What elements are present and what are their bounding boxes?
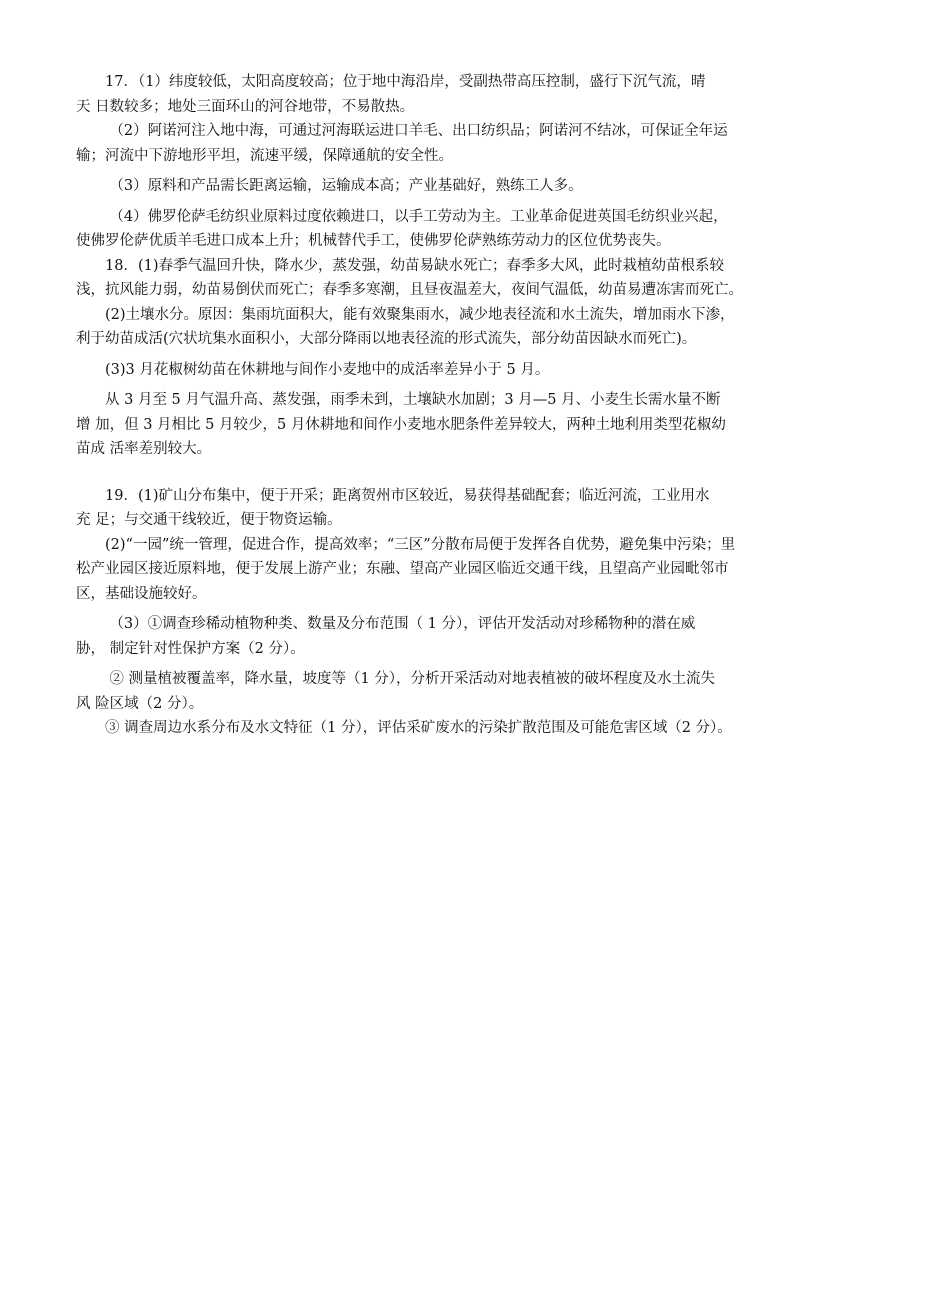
q18-part-3-explanation-line-2: 增 加，但 3 月相比 5 月较少，5 月休耕地和间作小麦地水肥条件差异较大，两种土地利用类型花椒幼 [76, 416, 726, 433]
q19-part-1 [76, 484, 876, 533]
question-19 [76, 484, 876, 741]
q17-part-1-line-1: 17．（1）纬度较低，太阳高度较高；位于地中海沿岸，受副热带高压控制，盛行下沉气流，晴 [105, 74, 706, 90]
q17-part-2 [76, 119, 876, 168]
q19-part-2-line-1: (2)“一园”统一管理，促进合作，提高效率；“三区”分散布局便于发挥各自优势，避免集中污染；里 [105, 536, 736, 553]
q19-part-1-line-2: 充 足；与交通干线较近，便于物资运输。 [76, 512, 342, 528]
q19-part-3-item-3 [76, 716, 876, 741]
answer-document [76, 70, 876, 741]
q19-part-2-line-2: 松产业园区接近原料地，便于发展上游产业；东融、望高产业园区临近交通干线，且望高产业园毗邻市 [76, 561, 729, 577]
q19-part-3-item-2-line-2: 风 险区域（2 分）。 [76, 695, 204, 712]
q17-part-4 [76, 205, 876, 254]
q19-part-3-line-1: （3）①调查珍稀动植物种类、数量及分布范围（ 1 分），评估开发活动对珍稀物种的潜在威 [109, 616, 696, 632]
q17-part-3 [76, 174, 876, 199]
question-18 [76, 254, 876, 462]
q18-part-2-line-2: 利于幼苗成活(穴状坑集水面积小，大部分降雨以地表径流的形式流失，部分幼苗因缺水而死亡)。 [76, 331, 697, 347]
q17-part-3-line-1: （3）原料和产品需长距离运输，运输成本高；产业基础好，熟练工人多。 [109, 178, 583, 194]
question-17 [76, 70, 876, 254]
q19-part-1-line-1: 19．(1)矿山分布集中，便于开采；距离贺州市区较近，易获得基础配套；临近河流，工业用水 [105, 487, 710, 504]
q18-part-3-explanation [76, 388, 876, 462]
q17-part-2-line-2: 输；河流中下游地形平坦，流速平缓，保障通航的安全性。 [76, 147, 453, 164]
q18-part-3 [76, 358, 876, 383]
q18-part-2-line-1: (2)土壤水分。原因：集雨坑面积大，能有效聚集雨水，减少地表径流和水土流失，增加雨水下渗， [105, 306, 735, 323]
q18-part-1-line-2: 浅，抗风能力弱，幼苗易倒伏而死亡；春季多寒潮，且昼夜温差大，夜间气温低，幼苗易遭冻害而死亡。 [76, 282, 743, 298]
q17-part-1 [76, 70, 876, 119]
q19-part-2-line-3: 区，基础设施较好。 [76, 585, 207, 602]
q18-part-1 [76, 254, 876, 303]
q18-part-2 [76, 303, 876, 352]
q17-part-4-line-2: 使佛罗伦萨优质羊毛进口成本上升；机械替代手工，使佛罗伦萨熟练劳动力的区位优势丧失。 [76, 233, 671, 249]
q17-part-4-line-1: （4）佛罗伦萨毛纺织业原料过度依赖进口，以手工劳动为主。工业革命促进英国毛纺织业兴起， [109, 208, 728, 225]
q18-part-3-line-1: (3)3 月花椒树幼苗在休耕地与间作小麦地中的成活率差异小于 5 月。 [105, 361, 550, 378]
q19-part-3-item-3-line-1: ③ 调查周边水系分布及水文特征（1 分），评估采矿废水的污染扩散范围及可能危害区域（2 分）。 [105, 720, 732, 736]
q19-part-3 [76, 612, 876, 661]
q19-part-3-item-2-line-1: ② 测量植被覆盖率，降水量，坡度等（1 分），分析开采活动对地表植被的破坏程度及水土流失 [109, 671, 716, 687]
q18-part-3-explanation-line-1: 从 3 月至 5 月气温升高、蒸发强，雨季未到，土壤缺水加剧；3 月—5 月、小麦生长需水量不断 [105, 392, 721, 408]
q19-part-2 [76, 533, 876, 607]
q17-part-1-line-2: 天 日数较多；地处三面环山的河谷地带，不易散热。 [76, 98, 415, 115]
q19-part-3-line-2: 胁， 制定针对性保护方案（2 分）。 [76, 640, 305, 657]
q17-part-2-line-1: （2）阿诺河注入地中海，可通过河海联运进口羊毛、出口纺织品；阿诺河不结冰，可保证全年运 [109, 123, 728, 139]
q19-part-3-item-2 [76, 667, 876, 716]
q18-part-1-line-1: 18．(1)春季气温回升快，降水少，蒸发强，幼苗易缺水死亡；春季多大风，此时栽植幼苗根系较 [105, 257, 724, 274]
q18-part-3-explanation-line-3: 苗成 活率差别较大。 [76, 441, 212, 457]
